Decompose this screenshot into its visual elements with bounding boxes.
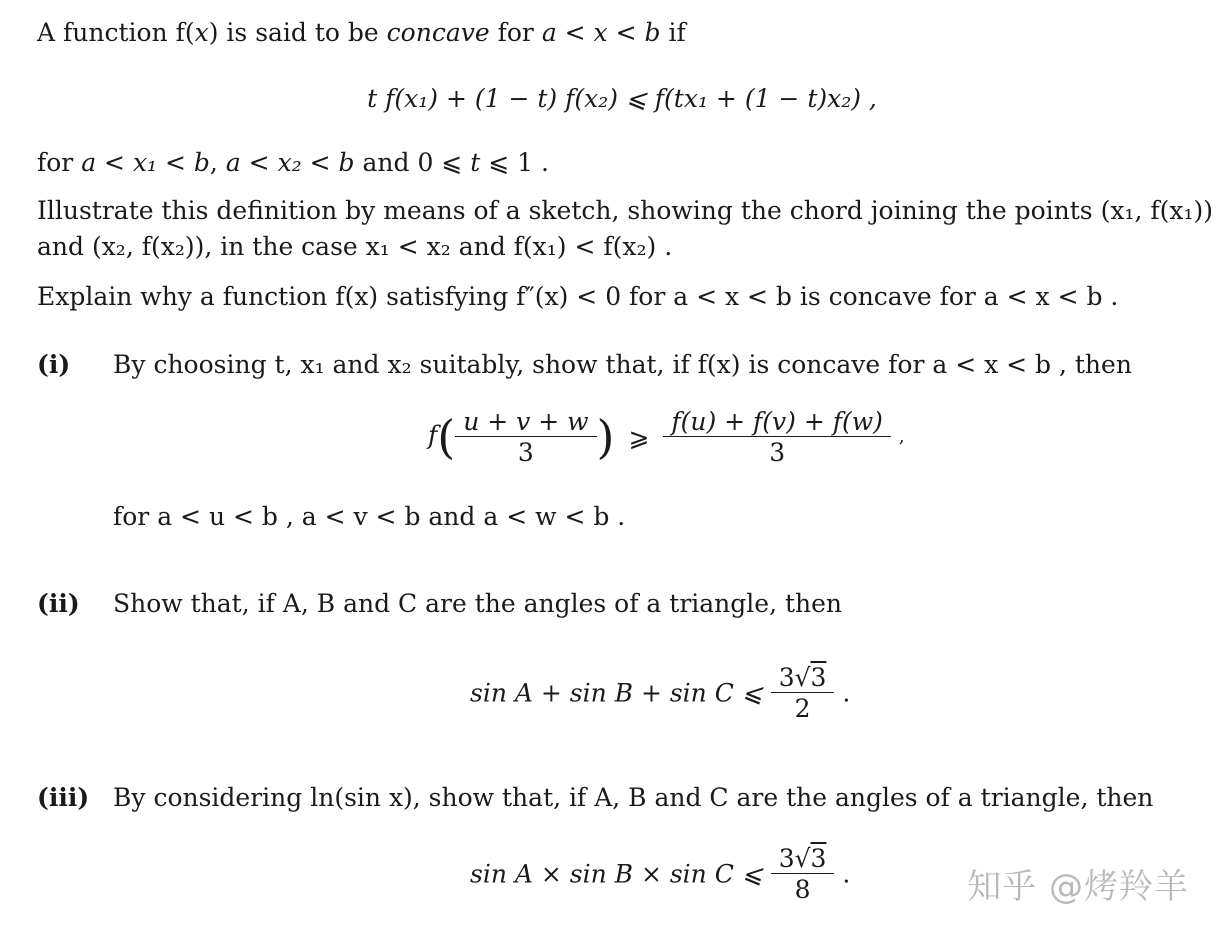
sqrt-sign: √ [794, 663, 811, 692]
comma: , [898, 426, 905, 447]
radicand: 3 [810, 663, 827, 692]
sqrt-sign: √ [794, 844, 811, 873]
text: ) is said to be [208, 18, 387, 47]
rhs-denominator: 3 [663, 436, 891, 467]
bound-numerator [775, 845, 831, 873]
part-ii-inequality [470, 664, 850, 722]
definition-line [37, 20, 686, 45]
bound-denominator: 2 [771, 692, 835, 723]
rhs-fraction [667, 408, 887, 466]
part-iii-inequality [470, 845, 850, 903]
right-paren: ) [596, 410, 615, 464]
left-paren: ( [437, 410, 456, 464]
variable-x: x [194, 18, 209, 47]
period: . [842, 859, 851, 889]
radicand: 3 [810, 844, 827, 873]
relation-geq: ⩾ [628, 422, 650, 452]
lhs-fraction [459, 408, 592, 466]
emphasis-concave: concave [386, 18, 490, 47]
text: , [209, 148, 226, 177]
part-iii-label: (iii) [37, 783, 90, 812]
part-iii-question: By considering ln(sin x), show that, if A, B and C are the angles of a triangle, then [113, 783, 1154, 812]
sine-product: sin A × sin B × sin C ⩽ [470, 859, 763, 889]
part-i-label: (i) [37, 350, 71, 379]
sketch-instruction-line-1: Illustrate this definition by means of a sketch, showing the chord joining the points (x₁, f(x₁)) [37, 196, 1213, 225]
condition-x1: a < x₁ < b [81, 148, 210, 177]
coefficient: 3 [778, 663, 795, 692]
variable-t: t [470, 148, 481, 177]
sketch-instruction-line-2: and (x₂, f(x₂)), in the case x₁ < x₂ and f(x₁) < f(x₂) . [37, 232, 673, 261]
condition-x2: a < x₂ < b [225, 148, 355, 177]
bound-fraction [775, 664, 831, 722]
part-i-inequality [428, 408, 905, 466]
sine-sum: sin A + sin B + sin C ⩽ [470, 678, 763, 708]
text: A function f( [37, 18, 195, 47]
part-ii-question: Show that, if A, B and C are the angles of a triangle, then [113, 589, 843, 618]
part-i-question: By choosing t, x₁ and x₂ suitably, show that, if f(x) is concave for a < x < b , then [113, 350, 1132, 379]
lhs-numerator: u + v + w [463, 407, 589, 436]
rhs-numerator: f(u) + f(v) + f(w) [671, 407, 883, 436]
bound-numerator [775, 664, 831, 692]
text: and 0 ⩽ [354, 148, 471, 177]
concavity-inequality: t f(x₁) + (1 − t) f(x₂) ⩽ f(tx₁ + (1 − t)x₂) , [367, 84, 877, 113]
function-f: f [428, 420, 438, 450]
period: . [842, 678, 851, 708]
text: for [37, 148, 82, 177]
part-i-conditions: for a < u < b , a < v < b and a < w < b . [113, 502, 626, 531]
text: if [660, 18, 686, 47]
conditions-line [37, 150, 549, 175]
bound-denominator: 8 [771, 873, 835, 904]
explain-line: Explain why a function f(x) satisfying f″(x) < 0 for a < x < b is concave for a < x < b . [37, 282, 1119, 311]
bound-fraction [775, 845, 831, 903]
text: for [489, 18, 542, 47]
text: ⩽ 1 . [480, 148, 549, 177]
part-ii-label: (ii) [37, 589, 80, 618]
lhs-denominator: 3 [455, 436, 596, 467]
watermark: 知乎 @烤羚羊 [967, 867, 1189, 907]
interval-condition: a < x < b [541, 18, 661, 47]
coefficient: 3 [778, 844, 795, 873]
